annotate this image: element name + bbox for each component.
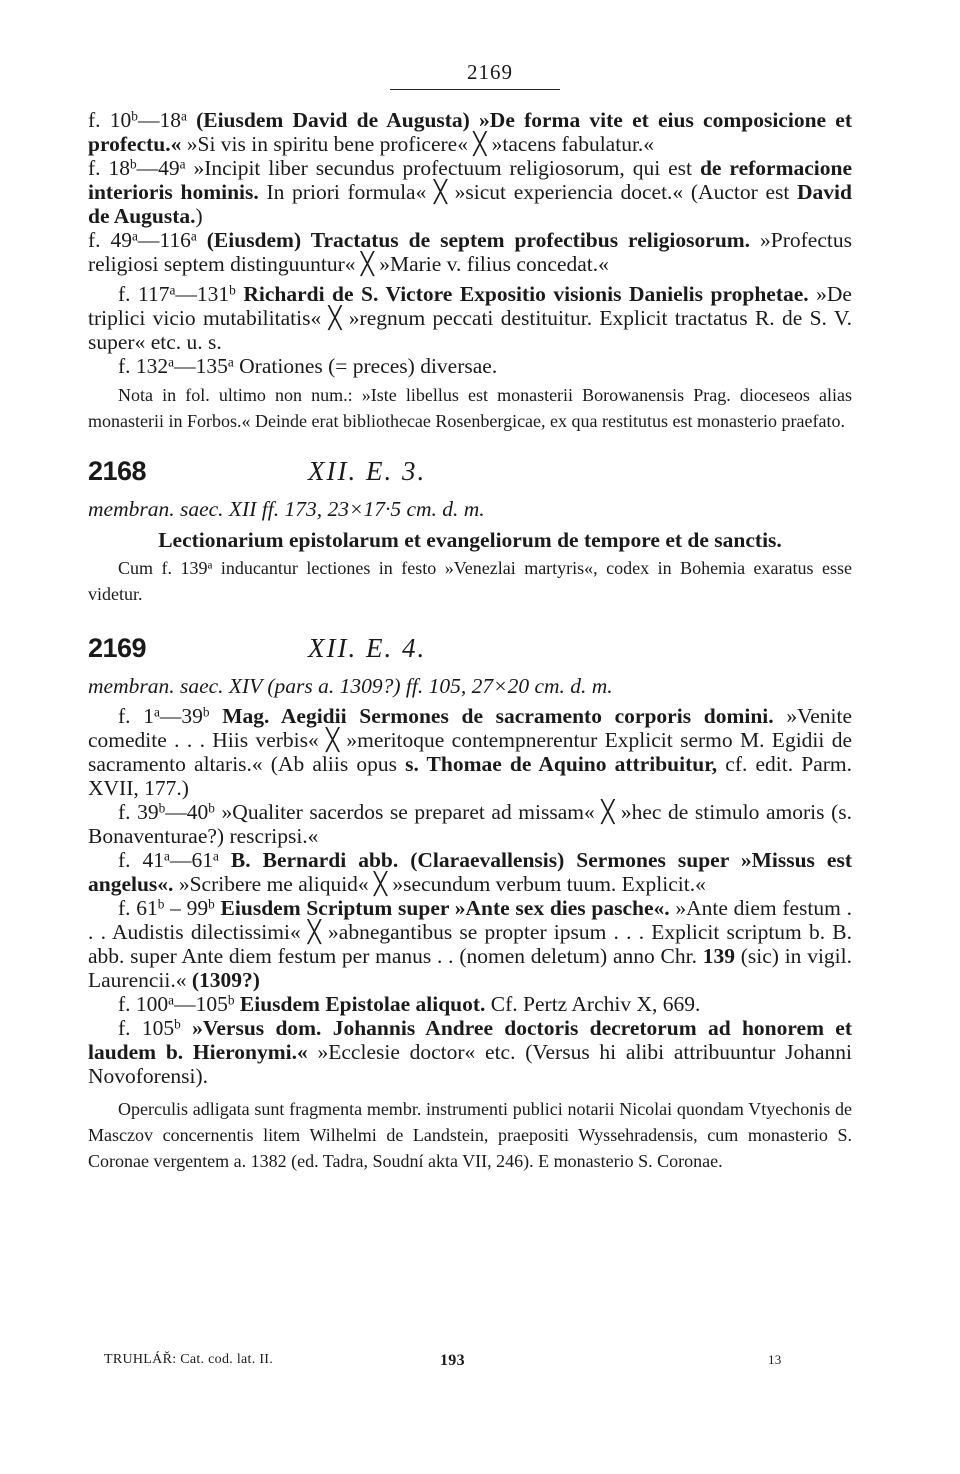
codex-description: membran. saec. XIV (pars a. 1309?) ff. 105, 27×20 cm. d. m. [88, 674, 613, 698]
entry-number: 2168 [88, 456, 147, 486]
shelf-signature: XII. E. 3. [308, 456, 427, 486]
footer-citation: TRUHLÁŘ: Cat. cod. lat. II. [104, 1352, 274, 1367]
folio-item: f. 39$^b$—40$^b$ »Qualiter sacerdos se preparet ad missam« ╳ »hec de stimulo amoris (s. Bonaventurae?) rescripsi.« [88, 800, 852, 848]
folio-item: f. 105$^b$ »Versus dom. Johannis Andree doctoris decretorum ad honorem et laudem b. Hieronymi.« »Ecclesie doctor« etc. (Versus hi alibi attribuuntur Johanni Novoforensi). [88, 1016, 852, 1088]
folio-item: f. 61$^b$ – 99$^b$ Eiusdem Scriptum super »Ante sex dies pasche«. »Ante diem festum . . . Audistis dilectissimi« ╳ »abnegantibus se propter ipsum . . . Explicit scriptum b. B. abb. super Ante diem festum per manus . . (nomen deletum) anno Chr. 139 (sic) in vigil. Laurencii.« (1309?) [88, 896, 852, 992]
shelf-signature: XII. E. 4. [308, 633, 427, 663]
folio-item: f. 10$^b$—18$^a$ (Eiusdem David de Augusta) »De forma vite et eius composicione et profectu.« »Si vis in spiritu bene proficere« ╳ »tacens fabulatur.« [88, 108, 852, 156]
continued-entry [88, 108, 852, 434]
folio-item: f. 117$^a$—131$^b$ Richardi de S. Victore Expositio visionis Danielis prophetae. »De triplici vicio mutabilitatis« ╳ »regnum peccati destituitur. Explicit tractatus R. de S. V. super« etc. u. s. [88, 282, 852, 354]
codex-description: membran. saec. XII ff. 173, 23×17·5 cm. d. m. [88, 497, 485, 521]
page [88, 60, 852, 1174]
folio-item: f. 18$^b$—49$^a$ »Incipit liber secundus profectuum religiosorum, qui est de reformacione interioris hominis. In priori formula« ╳ »sicut experiencia docet.« (Auctor est David de Augusta.) [88, 156, 852, 228]
folio-item: f. 41$^a$—61$^a$ B. Bernardi abb. (Claraevallensis) Sermones super »Missus est angelus«. »Scribere me aliquid« ╳ »secundum verbum tuum. Explicit.« [88, 848, 852, 896]
header-rule [390, 89, 560, 90]
entry-2169 [88, 633, 852, 1174]
footer-signature-mark: 193 [440, 1352, 465, 1369]
folio-item: f. 49$^a$—116$^a$ (Eiusdem) Tractatus de septem profectibus religiosorum. »Profectus religiosi septem distinguuntur« ╳ »Marie v. filius concedat.« [88, 228, 852, 276]
entry-2168 [88, 456, 852, 607]
folio-item: f. 132$^a$—135$^a$ Orationes (= preces) diversae. [118, 354, 498, 378]
codex-title: Lectionarium epistolarum et evangeliorum de tempore et de sanctis. [158, 528, 782, 552]
folio-item: f. 100$^a$—105$^b$ Eiusdem Epistolae aliquot. Cf. Pertz Archiv X, 669. [118, 992, 701, 1016]
folio-item: f. 1$^a$—39$^b$ Mag. Aegidii Sermones de sacramento corporis domini. »Venite comedite . . . Hiis verbis« ╳ »meritoque contempnerentur Explicit sermo M. Egidii de sacramento altaris.« (Ab aliis opus s. Thomae de Aquino attribuitur, cf. edit. Parm. XVII, 177.) [88, 704, 853, 800]
binding-note: Operculis adligata sunt fragmenta membr. instrumenti publici notarii Nicolai quondam Vtyechonis de Masczov concernentis litem Wilhelmi de Landstein, praepositi Wyssehradensis, cum monasterio S. Coronae vergentem a. 1382 (ed. Tadra, Soudní akta VII, 246). E monasterio S. Coronae. [88, 1099, 852, 1171]
footer-sheet-number: 13 [768, 1352, 782, 1367]
provenance-note: Nota in fol. ultimo non num.: »Iste libellus est monasterii Borowanensis Prag. dioceseos alias monasterii in Forbos.« Deinde erat bibliothecae Rosenbergicae, ex qua restitutus est monasterio praefato. [88, 385, 852, 431]
entry-number: 2169 [88, 633, 147, 663]
codex-note: Cum f. 139$^a$ inducantur lectiones in festo »Venezlai martyris«, codex in Bohemia exaratus esse videtur. [88, 558, 852, 604]
running-head: 2169 [467, 60, 513, 84]
